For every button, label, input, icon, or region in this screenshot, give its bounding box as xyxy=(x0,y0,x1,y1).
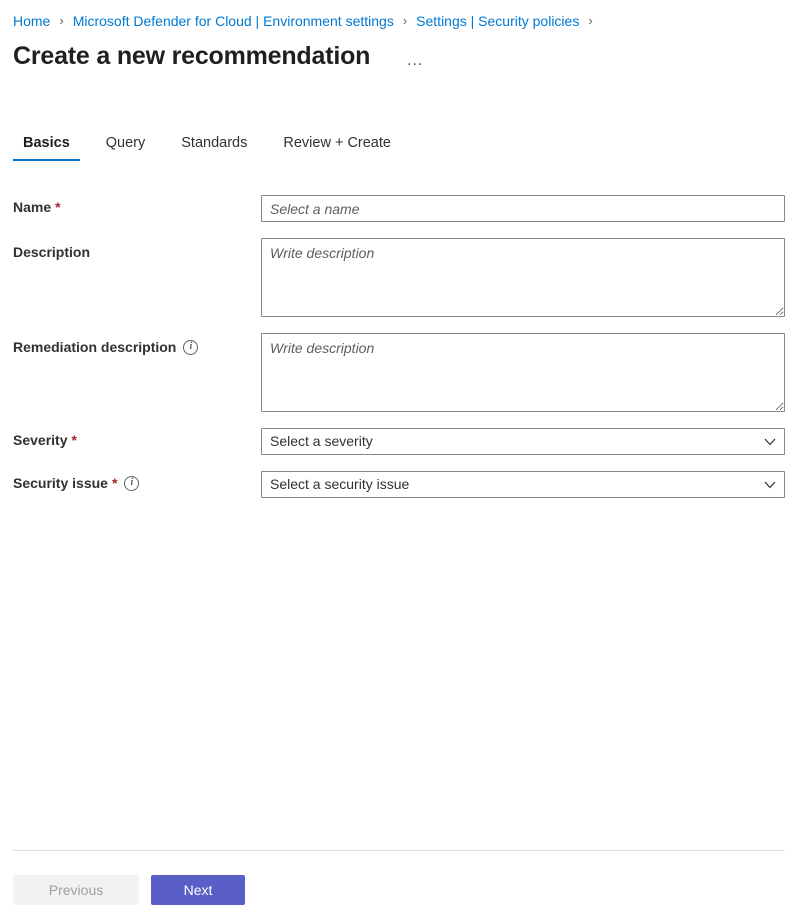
security-issue-control xyxy=(261,471,785,498)
severity-control xyxy=(261,428,785,455)
breadcrumb-separator-icon: › xyxy=(588,13,593,28)
page-header xyxy=(0,32,798,72)
severity-label-text: Severity xyxy=(13,432,68,448)
field-name xyxy=(13,195,798,222)
name-control xyxy=(261,195,785,222)
name-input[interactable] xyxy=(261,195,785,222)
breadcrumb xyxy=(0,0,798,32)
field-security-issue xyxy=(13,471,798,498)
field-severity xyxy=(13,428,798,455)
description-label xyxy=(13,238,261,260)
more-options-icon[interactable]: … xyxy=(406,50,425,69)
info-icon[interactable]: i xyxy=(183,340,198,355)
field-remediation-description xyxy=(13,333,798,412)
description-label-text: Description xyxy=(13,244,91,260)
wizard-footer xyxy=(13,875,245,905)
breadcrumb-separator-icon: › xyxy=(402,13,408,28)
page-title: Create a new recommendation xyxy=(13,42,371,70)
remediation-description-textarea[interactable] xyxy=(261,333,785,412)
field-description xyxy=(13,238,798,317)
tab-list xyxy=(0,121,798,161)
required-asterisk: * xyxy=(55,199,61,215)
severity-label xyxy=(13,428,261,448)
remediation-description-label-text: Remediation description xyxy=(13,339,177,355)
security-issue-label xyxy=(13,471,261,491)
required-asterisk: * xyxy=(71,432,77,448)
required-asterisk: * xyxy=(111,475,118,491)
previous-button[interactable]: Previous xyxy=(13,875,139,905)
tab-basics[interactable]: Basics xyxy=(13,135,80,161)
info-icon[interactable]: i xyxy=(124,476,139,491)
breadcrumb-separator-icon: › xyxy=(59,13,64,28)
basics-form xyxy=(0,161,798,498)
breadcrumb-item-defender-environment-settings[interactable]: Microsoft Defender for Cloud | Environment settings xyxy=(72,13,394,29)
name-label xyxy=(13,195,261,215)
footer-divider xyxy=(13,850,785,851)
next-button[interactable]: Next xyxy=(151,875,245,905)
breadcrumb-item-home[interactable]: Home xyxy=(13,13,51,29)
security-issue-label-text: Security issue xyxy=(13,475,108,491)
severity-select[interactable]: Select a severity xyxy=(261,428,785,455)
tab-standards[interactable]: Standards xyxy=(181,135,248,151)
breadcrumb-item-settings-security-policies[interactable]: Settings | Security policies xyxy=(416,13,580,29)
tab-query[interactable]: Query xyxy=(105,135,146,151)
description-control xyxy=(261,238,785,317)
security-issue-select[interactable]: Select a security issue xyxy=(261,471,785,498)
description-textarea[interactable] xyxy=(261,238,785,317)
remediation-description-label xyxy=(13,333,261,355)
name-label-text: Name xyxy=(13,199,52,215)
remediation-description-control xyxy=(261,333,785,412)
tab-review-create[interactable]: Review + Create xyxy=(283,135,391,151)
